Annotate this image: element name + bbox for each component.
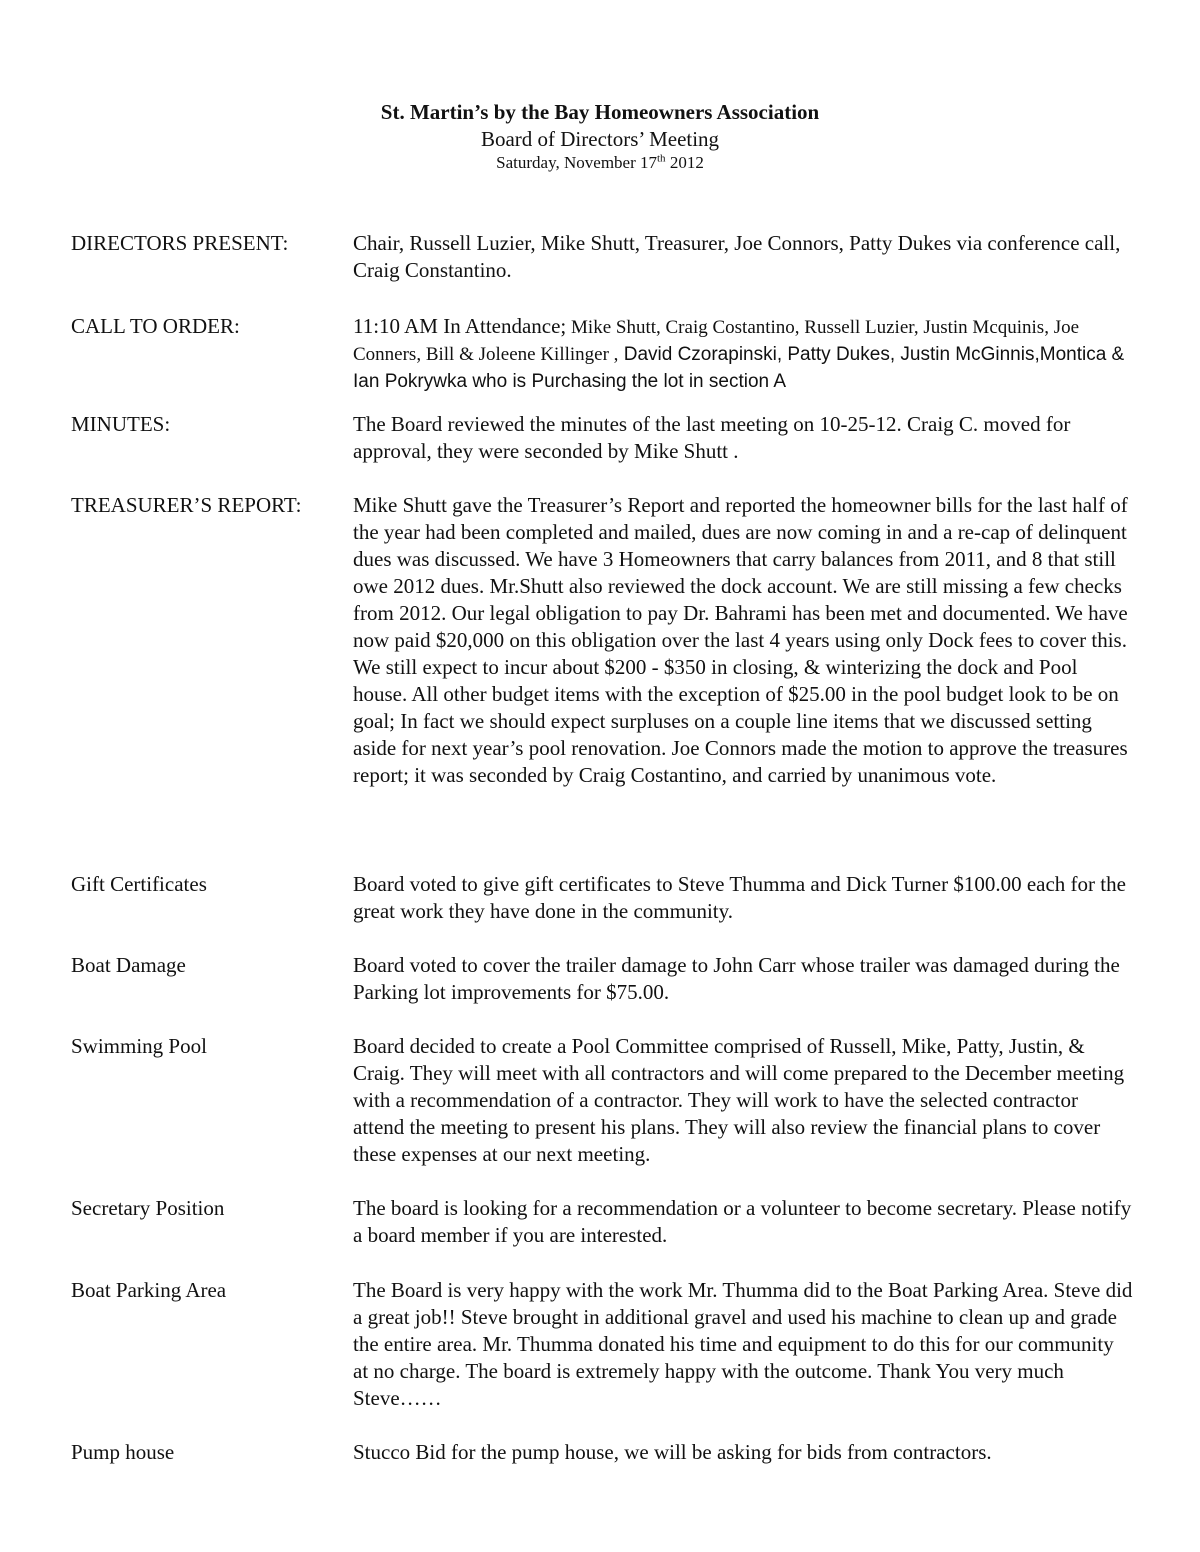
meeting-date-ordinal: th: [657, 152, 666, 165]
section-label: Swimming Pool: [71, 1034, 207, 1058]
meeting-date-year: 2012: [665, 153, 704, 172]
meeting-date-main: Saturday, November 17: [496, 153, 657, 172]
section-label: CALL TO ORDER:: [71, 314, 240, 338]
section-body: Board decided to create a Pool Committee comprised of Russell, Mike, Patty, Justin, & Craig. They will meet with all contractors and will come prepared to the December meeting with a recommendation of a contractor. They will work to have the selected contractor attend the meeting to present his plans. They will also review the financial plans to cover these expenses at our next meeting.: [353, 1034, 1125, 1166]
section-body: Stucco Bid for the pump house, we will be asking for bids from contractors.: [353, 1440, 992, 1464]
section-label: Pump house: [71, 1440, 175, 1464]
attendance-names-serif: Mike Shutt, Craig Costantino, Russell Luzier, Justin Mcquinis, Joe Conners, Bill & Joleene Killinger ,: [353, 317, 1080, 365]
meeting-date: [0, 152, 1200, 174]
section-label: DIRECTORS PRESENT:: [71, 231, 289, 255]
association-name: St. Martin’s by the Bay Homeowners Association: [380, 100, 820, 124]
section-body: Chair, Russell Luzier, Mike Shutt, Treasurer, Joe Connors, Patty Dukes via conference call, Craig Constantino.: [353, 231, 1121, 282]
section-label: MINUTES:: [71, 412, 171, 436]
section-body: Board voted to give gift certificates to Steve Thumma and Dick Turner $100.00 each for the great work they have done in the community.: [353, 872, 1126, 923]
section-body: Board voted to cover the trailer damage to John Carr whose trailer was damaged during the Parking lot improvements for $75.00.: [353, 953, 1120, 1004]
call-to-order-time: 11:10 AM In Attendance;: [353, 314, 567, 338]
meeting-title: Board of Directors’ Meeting: [480, 127, 720, 151]
section-body: [353, 313, 1133, 394]
section-body: Mike Shutt gave the Treasurer’s Report and reported the homeowner bills for the last half of the year had been completed and mailed, dues are now coming in and a re-cap of delinquent dues was discussed. We have 3 Homeowners that carry balances from 2011, and 8 that still owe 2012 dues. Mr.Shutt also reviewed the dock account. We are still missing a few checks from 2012. Our legal obligation to pay Dr. Bahrami has been met and documented. We have now paid $20,000 on this obligation over the last 4 years using only Dock fees to cover this. We still expect to incur about $200 - $350 in closing, & winterizing the dock and Pool house. All other budget items with the exception of $25.00 in the pool budget look to be on goal; In fact we should expect surpluses on a couple line items that we discussed setting aside for next year’s pool renovation. Joe Connors made the motion to approve the treasures report; it was seconded by Craig Costantino, and carried by unanimous vote.: [353, 493, 1128, 787]
section-label: Gift Certificates: [71, 872, 207, 896]
section-body: The board is looking for a recommendation or a volunteer to become secretary. Please notify a board member if you are interested.: [353, 1196, 1132, 1247]
section-label: Boat Damage: [71, 953, 186, 977]
attendance-names-sans: David Czorapinski, Patty Dukes, Justin McGinnis,Montica & Ian Pokrywka who is Purchasing the lot in section A: [353, 344, 1125, 392]
section-body: The Board reviewed the minutes of the last meeting on 10-25-12. Craig C. moved for approval, they were seconded by Mike Shutt .: [353, 412, 1071, 463]
document-header: [0, 98, 1200, 174]
section-label: Boat Parking Area: [71, 1278, 227, 1302]
section-body: The Board is very happy with the work Mr. Thumma did to the Boat Parking Area. Steve did a great job!! Steve brought in additional gravel and used his machine to clean up and grade the entire area. Mr. Thumma donated his time and equipment to do this for our community at no charge. The board is extremely happy with the outcome. Thank You very much Steve……: [353, 1278, 1133, 1410]
section-label: TREASURER’S REPORT:: [71, 493, 302, 517]
section-label: Secretary Position: [71, 1196, 225, 1220]
